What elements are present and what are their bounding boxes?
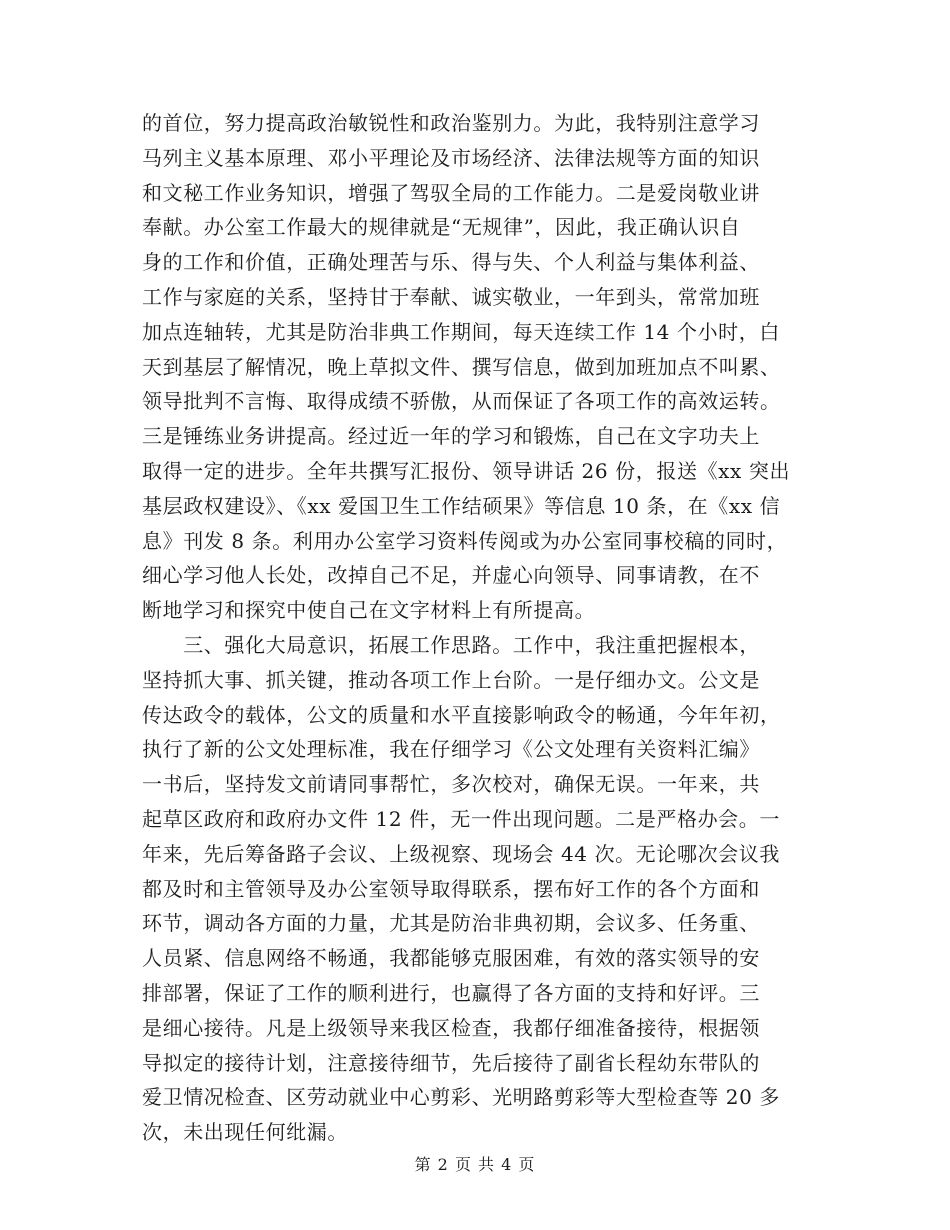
text-line: 天到基层了解情况，晚上草拟文件、撰写信息，做到加班加点不叫累、	[142, 354, 781, 379]
text-line: 年来，先后筹备路子会议、上级视察、现场会 44 次。无论哪次会议我	[142, 841, 780, 866]
text-line: 起草区政府和政府办文件 12 件，无一件出现问题。二是严格办会。一	[142, 806, 780, 831]
text-line: 一书后，坚持发文前请同事帮忙，多次校对，确保无误。一年来，共	[142, 772, 760, 797]
text-line: 爱卫情况检查、区劳动就业中心剪彩、光明路剪彩等大型检查等 20 多	[142, 1085, 780, 1110]
text-line: 传达政令的载体，公文的质量和水平直接影响政令的畅通，今年年初，	[142, 702, 781, 727]
text-line: 三、强化大局意识，拓展工作思路。工作中，我注重把握根本，	[142, 632, 760, 657]
text-line: 取得一定的进步。全年共撰写汇报份、领导讲话 26 份，报送《xx 突出	[142, 458, 791, 483]
text-line: 的首位，努力提高政治敏锐性和政治鉴别力。为此，我特别注意学习	[142, 111, 760, 135]
text-line: 人员紧、信息网络不畅通，我都能够克服困难，有效的落实领导的安	[142, 946, 760, 971]
text-line: 导拟定的接待计划，注意接待细节，先后接待了副省长程幼东带队的	[142, 1050, 760, 1075]
text-line: 和文秘工作业务知识，增强了驾驭全局的工作能力。二是爱岗敬业讲	[142, 180, 760, 205]
text-line: 次，未出现任何纰漏。	[142, 1120, 348, 1145]
text-line: 坚持抓大事、抓关键，推动各项工作上台阶。一是仔细办文。公文是	[142, 667, 760, 692]
text-line: 身的工作和价值，正确处理苦与乐、得与失、个人利益与集体利益、	[142, 250, 760, 275]
text-line: 马列主义基本原理、邓小平理论及市场经济、法律法规等方面的知识	[142, 145, 760, 170]
body-text	[142, 106, 822, 1150]
text-line: 环节，调动各方面的力量，尤其是防治非典初期，会议多、任务重、	[142, 911, 760, 936]
text-line: 细心学习他人长处，改掉自己不足，并虚心向领导、同事请教，在不	[142, 563, 760, 588]
text-line: 都及时和主管领导及办公室领导取得联系，摆布好工作的各个方面和	[142, 876, 760, 901]
text-line: 工作与家庭的关系，坚持甘于奉献、诚实敬业，一年到头，常常加班	[142, 284, 760, 309]
text-line: 领导批判不言悔、取得成绩不骄傲，从而保证了各项工作的高效运转。	[142, 389, 781, 414]
text-line: 是细心接待。凡是上级领导来我区检查，我都仔细准备接待，根据领	[142, 1015, 760, 1040]
text-line: 基层政权建设》、《xx 爱国卫生工作结硕果》等信息 10 条，在《xx 信	[142, 493, 781, 518]
text-line: 加点连轴转，尤其是防治非典工作期间，每天连续工作 14 个小时，白	[142, 319, 780, 344]
text-line: 奉献。办公室工作最大的规律就是“无规律”，因此，我正确认识自	[142, 215, 741, 240]
page-footer: 第 2 页 共 4 页	[414, 1155, 536, 1174]
text-line: 排部署，保证了工作的顺利进行，也赢得了各方面的支持和好评。三	[142, 980, 760, 1005]
text-line: 息》刊发 8 条。利用办公室学习资料传阅或为办公室同事校稿的同时，	[142, 528, 788, 553]
text-line: 断地学习和探究中使自己在文字材料上有所提高。	[142, 598, 596, 623]
text-line: 执行了新的公文处理标准，我在仔细学习《公文处理有关资料汇编》	[142, 737, 760, 762]
text-line: 三是锤练业务讲提高。经过近一年的学习和锻炼，自己在文字功夫上	[142, 424, 760, 449]
